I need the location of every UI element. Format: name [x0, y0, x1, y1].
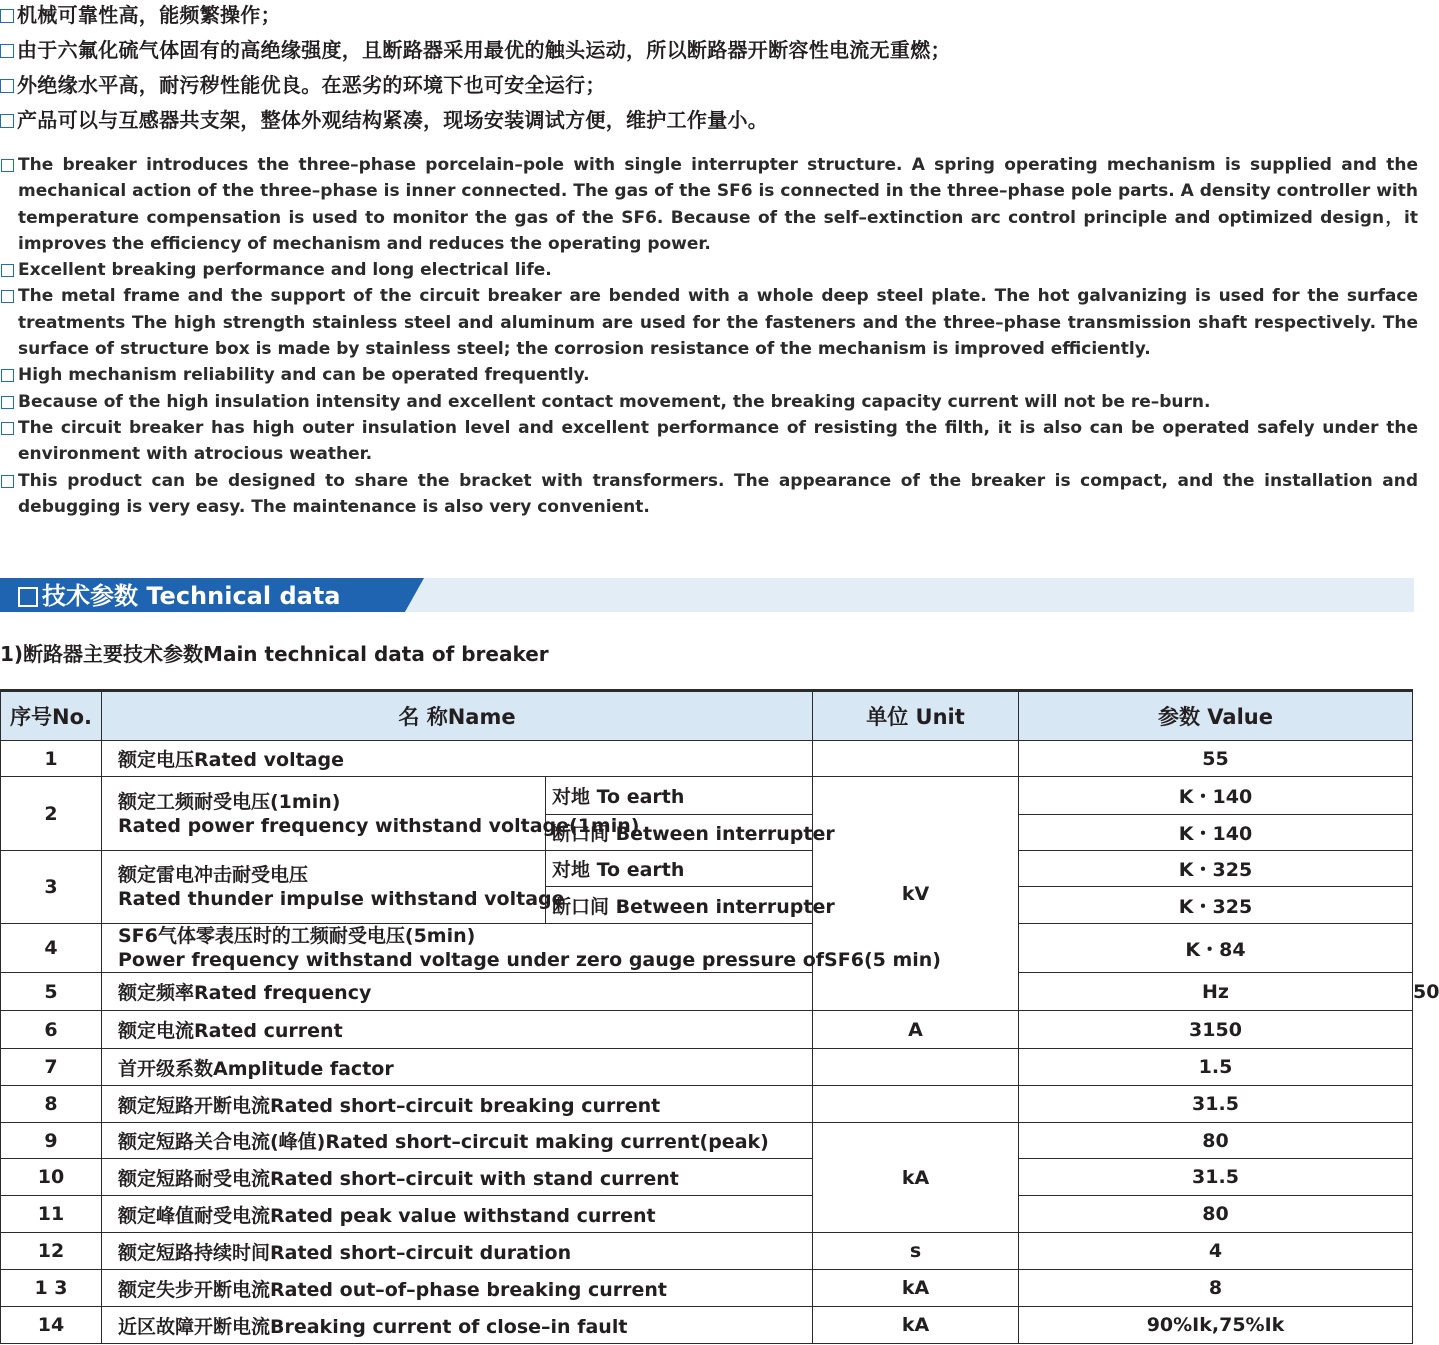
row-unit	[813, 1086, 1019, 1123]
feature-item-en: Excellent breaking performance and long electrical life.	[0, 257, 1418, 283]
table-caption: 1)断路器主要技术参数Main technical data of breaker	[0, 642, 549, 666]
row-name: 额定短路持续时间Rated short–circuit duration	[102, 1233, 813, 1270]
checkbox-icon	[1, 159, 14, 172]
row-name-zh: 额定雷电冲击耐受电压	[118, 864, 309, 886]
table-row: 5 额定频率Rated frequency Hz 50	[1, 973, 1413, 1011]
row-value: K・84	[1019, 924, 1413, 973]
row-subcondition: 对地 To earth	[546, 777, 813, 815]
row-unit: kA	[813, 1123, 1019, 1233]
table-row	[1, 1159, 1413, 1196]
checkbox-icon	[1, 290, 14, 303]
row-value: 55	[1019, 741, 1413, 777]
row-value: 4	[1019, 1233, 1413, 1270]
row-name-zh: SF6气体零表压时的工频耐受电压(5min)	[118, 925, 476, 947]
feature-list-zh	[0, 0, 1420, 140]
table-row	[1, 1270, 1413, 1307]
feature-item-en: The metal frame and the support of the circuit breaker are bended with a whole deep steel plate. The hot galvanizing is used for the surface treatments The high strength stainless steel and aluminum are used for the fasteners and the three–phase transmission shaft respectively. The surface of structure box is made by stainless steel; the corrosion resistance of the mechanism is improved efficiently.	[0, 283, 1418, 362]
row-value: K・140	[1019, 777, 1413, 815]
row-no: 3	[1, 851, 102, 924]
row-name-en: Rated power frequency withstand voltage(1min)	[118, 814, 640, 837]
row-value: K・325	[1019, 887, 1413, 924]
technical-data-table	[0, 689, 1439, 1344]
row-unit: kA	[813, 1307, 1019, 1344]
row-name: 额定短路开断电流Rated short–circuit breaking current	[102, 1086, 813, 1123]
table-row	[1, 1307, 1413, 1344]
section-title: 技术参数 Technical data	[18, 580, 341, 612]
row-name: 近区故障开断电流Breaking current of close–in fault	[102, 1307, 813, 1344]
row-no: 14	[1, 1307, 102, 1344]
feature-item-en: The breaker introduces the three–phase porcelain–pole with single interrupter structure. A spring operating mechanism is supplied and the mechanical action of the three–phase is inner connected. The gas of the SF6 is connected in the three–phase pole parts. A density controller with temperature compensation is used to monitor the gas of the SF6. Because of the self–extinction arc control principle and optimized design，it improves the efficiency of mechanism and reduces the operating power.	[0, 152, 1418, 257]
row-no: 11	[1, 1196, 102, 1233]
row-value: 31.5	[1019, 1086, 1413, 1123]
feature-item-zh: 产品可以与互感器共支架，整体外观结构紧凑，现场安装调试方便，维护工作量小。	[0, 105, 1420, 140]
row-no: 9	[1, 1123, 102, 1159]
table-row	[1, 1011, 1413, 1049]
row-name: 额定频率Rated frequency	[102, 973, 813, 1011]
table-row	[1, 1233, 1413, 1270]
row-name-en: Rated thunder impulse withstand voltage	[118, 888, 565, 910]
row-name: 额定失步开断电流Rated out–of–phase breaking current	[102, 1270, 813, 1307]
row-name: 额定峰值耐受电流Rated peak value withstand current	[102, 1196, 813, 1233]
checkbox-icon	[1, 369, 14, 382]
row-name	[102, 924, 941, 973]
row-unit: kA	[813, 1270, 1019, 1307]
row-no: 7	[1, 1049, 102, 1086]
header-value: 参数 Value	[1019, 691, 1413, 741]
header-no: 序号No.	[1, 691, 102, 741]
table-row	[1, 1086, 1413, 1123]
checkbox-icon	[1, 475, 14, 488]
row-unit: A	[813, 1011, 1019, 1049]
checkbox-icon	[0, 79, 14, 93]
table-header-row	[1, 691, 1413, 741]
row-no: 12	[1, 1233, 102, 1270]
checkbox-icon	[1, 422, 14, 435]
row-name: 额定短路关合电流(峰值)Rated short–circuit making current(peak)	[102, 1123, 813, 1159]
header-name: 名 称Name	[102, 691, 813, 741]
row-unit: kV	[813, 777, 1019, 1011]
feature-item-zh: 由于六氟化硫气体固有的高绝缘强度，且断路器采用最优的触头运动，所以断路器开断容性电流无重燃；	[0, 35, 1420, 70]
feature-item-zh: 外绝缘水平高，耐污秽性能优良。在恶劣的环境下也可安全运行；	[0, 70, 1420, 105]
feature-list-en	[0, 152, 1418, 520]
row-value: 90%Ik,75%Ik	[1019, 1307, 1413, 1344]
row-name: 额定电流Rated current	[102, 1011, 813, 1049]
row-name: 额定短路耐受电流Rated short–circuit with stand current	[102, 1159, 813, 1196]
row-name: 额定电压Rated voltage	[102, 741, 813, 777]
row-value: 31.5	[1019, 1159, 1413, 1196]
row-no: 6	[1, 1011, 102, 1049]
row-unit: s	[813, 1233, 1019, 1270]
header-unit: 单位 Unit	[813, 691, 1019, 741]
row-name-zh: 额定工频耐受电压(1min)	[118, 790, 341, 813]
row-subcondition: 对地 To earth	[546, 851, 813, 887]
table-row	[1, 741, 1413, 777]
table-row	[1, 1049, 1413, 1086]
row-name	[102, 851, 565, 924]
checkbox-icon	[0, 44, 14, 58]
row-value: K・140	[1019, 815, 1413, 851]
row-value: 1.5	[1019, 1049, 1413, 1086]
table-row	[1, 924, 1413, 973]
checkbox-icon	[1, 264, 14, 277]
row-value: 8	[1019, 1270, 1413, 1307]
row-subcondition: 断口间 Between interrupter	[546, 887, 813, 924]
row-no: 5	[1, 973, 102, 1011]
feature-item-en: This product can be designed to share the bracket with transformers. The appearance of the breaker is compact, and the installation and debugging is very easy. The maintenance is also very convenient.	[0, 468, 1418, 521]
row-unit: Hz	[1019, 973, 1413, 1011]
feature-item-en: Because of the high insulation intensity and excellent contact movement, the breaking capacity current will not be re–burn.	[0, 389, 1418, 415]
row-no: 8	[1, 1086, 102, 1123]
checkbox-icon	[1, 396, 14, 409]
checkbox-icon	[18, 587, 38, 607]
row-unit	[813, 741, 1019, 777]
table-row	[1, 1123, 1413, 1159]
row-no: 10	[1, 1159, 102, 1196]
row-no: 4	[1, 924, 102, 973]
table-row	[1, 777, 1413, 815]
row-no: 1	[1, 741, 102, 777]
row-unit	[813, 1049, 1019, 1086]
row-no: 2	[1, 777, 102, 851]
checkbox-icon	[0, 9, 14, 23]
row-no: 1 3	[1, 1270, 102, 1307]
row-value: K・325	[1019, 851, 1413, 887]
checkbox-icon	[0, 114, 14, 128]
row-value: 3150	[1019, 1011, 1413, 1049]
row-name: 首开级系数Amplitude factor	[102, 1049, 813, 1086]
table-row	[1, 1196, 1413, 1233]
row-subcondition: 断口间 Between interrupter	[546, 815, 813, 851]
feature-item-en: The circuit breaker has high outer insulation level and excellent performance of resisting the filth, it is also can be operated safely under the environment with atrocious weather.	[0, 415, 1418, 468]
row-name-en: Power frequency withstand voltage under zero gauge pressure ofSF6(5 min)	[118, 949, 941, 971]
row-value: 80	[1019, 1196, 1413, 1233]
feature-item-en: High mechanism reliability and can be operated frequently.	[0, 362, 1418, 388]
row-value: 80	[1019, 1123, 1413, 1159]
feature-item-zh: 机械可靠性高，能频繁操作；	[0, 0, 1420, 35]
